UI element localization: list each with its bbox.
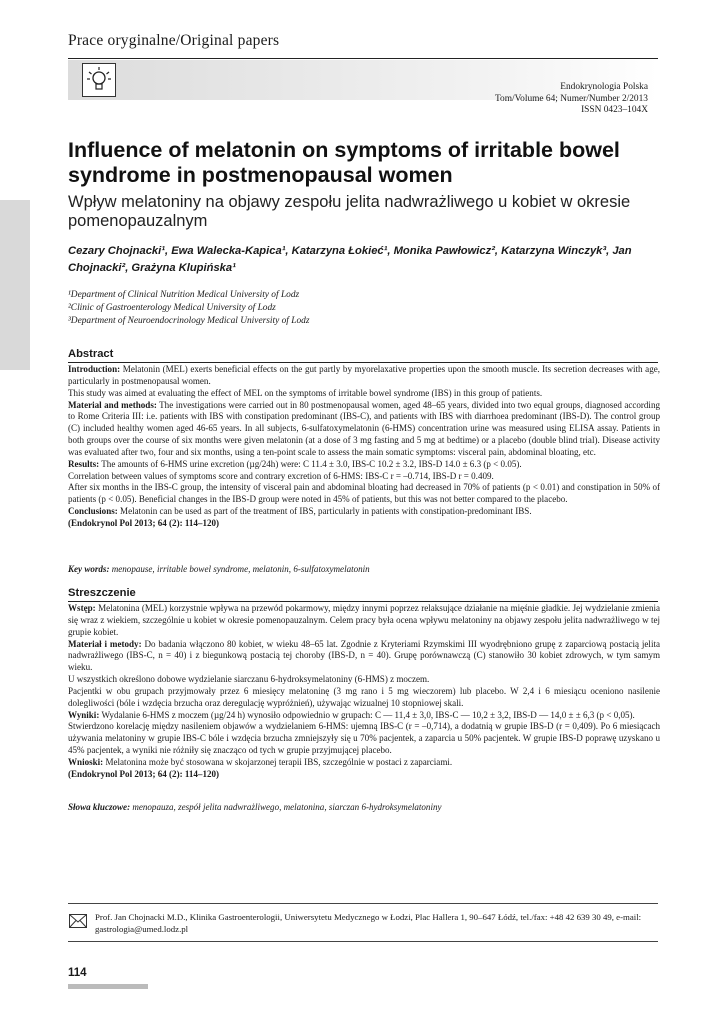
affiliation-1: ¹Department of Clinical Nutrition Medical University of Lodz (68, 290, 300, 300)
affiliation-2: ²Clinic of Gastroenterology Medical University of Lodz (68, 303, 276, 313)
abstract-conclusions-text: Melatonin can be used as part of the treatment of IBS, particularly in patients with constipation-predominant IBS. (117, 506, 532, 517)
streszczenie-methods-2: U wszystkich określono dobowe wydzielanie siarczanu 6-hydroksymelatoniny (6-HMS) z moczem. (68, 674, 430, 685)
streszczenie-citation: (Endokrynol Pol 2013; 64 (2): 114–120) (68, 768, 220, 779)
streszczenie-intro-label: Wstęp: (68, 603, 96, 613)
streszczenie-body (68, 603, 660, 781)
journal-name: Endokrynologia Polska (560, 82, 648, 92)
streszczenie-keywords (68, 802, 660, 814)
abstract-intro-text: Melatonin (MEL) exerts beneficial effects on the gut partly by myorelaxative properties upon the smooth muscle. Its secretion decreases with age, particularly in postmenopausal women. (68, 364, 660, 386)
abstract-methods-label: Material and methods: (68, 399, 157, 410)
streszczenie-methods-text: Do badania włączono 80 kobiet, w wieku 48–65 lat. Zgodnie z Kryteriami Rzymskimi III wyodrębniono grupę z zaparciową postacią jelita nadwrażliwego (IBS-C, n = 40) i z biegunkową postacią tej choroby (IBS-D, n = 40). Grupę porównawczą (C) stanowiło 30 kobiet zdrowych, w tym samym wieku. (68, 638, 660, 673)
abstract-aim: This study was aimed at evaluating the effect of MEL on the symptoms of irritable bowel syndrome (IBS) in this group of patients. (68, 387, 543, 398)
streszczenie-results-text: Wydalanie 6-HMS z moczem (µg/24 h) wynosiło odpowiednio w grupach: C — 11,4 ± 3,0, IBS-C — 10,2 ± 3,2, IBS-D — 14,0 ± ± 6,3 (p < 0,05). (99, 709, 635, 720)
abstract-results-text: The amounts of 6-HMS urine excretion (µg/24h) were: C 11.4 ± 3.0, IBS-C 10.2 ± 3.2, IBS-D 14.0 ± 6.3 (p < 0.05). (99, 458, 522, 469)
page-number: 114 (68, 967, 87, 979)
abstract-intro-label: Introduction: (68, 364, 121, 374)
abstract-conclusions-label: Conclusions: (68, 506, 118, 517)
abstract-results-label: Results: (68, 458, 100, 469)
abstract-heading: Abstract (68, 348, 114, 360)
streszczenie-conclusions-label: Wnioski: (68, 756, 104, 767)
abstract-methods-text: The investigations were carried out in 80 postmenopausal women, aged 48–65 years, divided into two equal groups, diagnosed according to Rome Criteria III: i.e. patients with IBS with constipation predominant (IBS-C), and patients with IBS with diarrhoea predominant (IBS-D). The control group (C) included healthy women aged 46-65 years. In all subjects, 6-sulfatoxymelatonin (6-HMS) concentration urine was measured using ELISA assay. Patients in both groups over the course of six months were given melatonin (at a dose of 3 mg fasting and 5 mg at bedtime) or a placebo (double blind trial). Disease activity was evaluated after two, four and six months, using a ten-point scale to assess the main somatic symptoms: visceral pain, abdominal bloating, etc. (68, 399, 660, 457)
abstract-citation: (Endokrynol Pol 2013; 64 (2): 114–120) (68, 517, 220, 528)
author-list: Cezary Chojnacki¹, Ewa Walecka-Kapica¹, Katarzyna Łokieć¹, Monika Pawłowicz², Katarzyna Winczyk³, Jan Chojnacki², Grażyna Klupińska¹ (68, 245, 632, 274)
streszczenie-conclusions-text: Melatonina może być stosowana w skojarzonej terapii IBS, szczególnie w postaci z zaparciami. (103, 756, 453, 767)
keywords-label: Key words: (68, 564, 110, 574)
journal-info (495, 82, 648, 117)
abstract-body (68, 364, 660, 530)
streszczenie-methods-3: Pacjentki w obu grupach przyjmowały przez 6 miesięcy melatoninę (3 mg rano i 5 mg wieczorem) lub placebo. W 2,4 i 6 miesiącu oceniono nasilenie dolegliwości (bóle i wzdęcia brzucha oraz deregulację wypróżnień), używając wizualnej 10 stopniowej skali. (68, 685, 660, 708)
paper-title: Influence of melatonin on symptoms of irritable bowel syndrome in postmenopausal women (68, 138, 620, 187)
streszczenie-rule (68, 601, 658, 602)
envelope-icon (69, 914, 87, 928)
keywords-text: menopause, irritable bowel syndrome, melatonin, 6-sulfatoxymelatonin (109, 564, 370, 574)
abstract-after: After six months in the IBS-C group, the intensity of visceral pain and abdominal bloating had decreased in 70% of patients (p < 0.01) and constipation in 50% of patients (p < 0.05). Beneficial changes in the IBS-D group were noted in 45% of patients, but this was not better compared to the placebo. (68, 482, 660, 505)
slowa-kluczowe-label: Słowa kluczowe: (68, 802, 131, 812)
streszczenie-results-label: Wyniki: (68, 709, 100, 720)
lightbulb-icon (82, 63, 116, 97)
streszczenie-results-2: Stwierdzono korelację między nasileniem objawów a wydzielaniem 6-HMS: ujemną IBS-C (r = –0,714), a dodatnią w grupie IBS-D (r = 0,409). Po 6 miesiącach używania melatoniny w grupie IBS-C bóle i wzdęcia brzucha zmniejszyły się u 70% pacjentek, a zaparcia u 50% pacjentek. W grupie IBS-D poprawę uzyskano u 45% pacjentek, a wyniki nie różniły się znacząco od tych w grupie przyjmującej placebo. (68, 721, 660, 756)
journal-issn: ISSN 0423–104X (581, 105, 648, 116)
page-number-bar (68, 984, 148, 989)
slowa-kluczowe-text: menopauza, zespół jelita nadwrażliwego, melatonina, siarczan 6-hydroksymelatoniny (130, 802, 442, 812)
streszczenie-methods-label: Materiał i metody: (68, 638, 142, 649)
side-tab (0, 200, 30, 370)
journal-volume: Tom/Volume 64; Numer/Number 2/2013 (494, 93, 648, 104)
streszczenie-heading: Streszczenie (68, 587, 136, 599)
paper-subtitle: Wpływ melatoniny na objawy zespołu jelita nadwrażliwego u kobiet w okresie pomenopauzalnym (68, 193, 631, 230)
abstract-keywords (68, 564, 660, 576)
streszczenie-intro-text: Melatonina (MEL) korzystnie wpływa na przewód pokarmowy, między innymi poprzez relaksujące działanie na mięśnie gładkie. Jej wydzielanie zmienia się wraz z wiekiem, szczególnie u kobiet w okresie pomenopauzalnym. Celem pracy była ocena wpływu melatoniny na objawy zespołu jelita nadwrażliwego w tej grupie kobiet. (68, 603, 660, 637)
affiliation-3: ³Department of Neuroendocrinology Medical University of Lodz (68, 316, 310, 326)
section-label: Prace oryginalne/Original papers (68, 32, 280, 49)
abstract-rule (68, 362, 658, 363)
correspondence-text: Prof. Jan Chojnacki M.D., Klinika Gastroenterologii, Uniwersytetu Medycznego w Łodzi, Plac Hallera 1, 90–647 Łódź, tel./fax: +48 42 639 30 49, e-mail: gastrologia@umed.lodz.pl (95, 912, 642, 934)
abstract-correlation: Correlation between values of symptoms score and contrary excretion of 6-HMS: IBS-C r = –0.714, IBS-D r = 0.409. (68, 470, 494, 481)
